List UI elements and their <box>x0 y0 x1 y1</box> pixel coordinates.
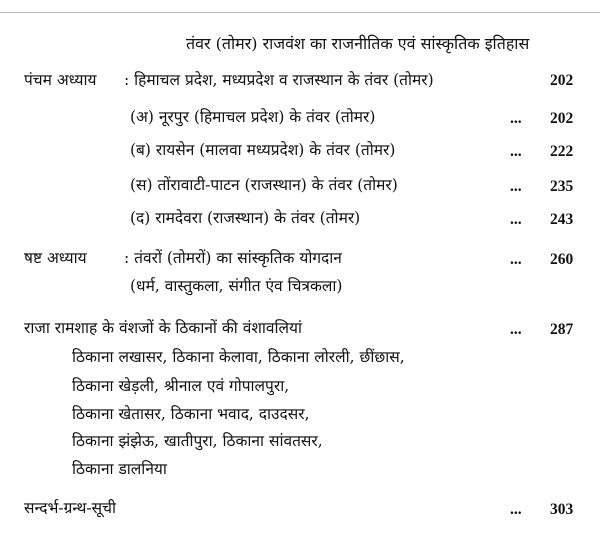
subsection-b: (ब) रायसेन (मालवा मध्यप्रदेश) के तंवर (तोमर) <box>130 141 396 159</box>
subsection-d-leader: ... <box>510 211 522 228</box>
bibliography-heading: सन्दर्भ-ग्रन्थ-सूची <box>24 499 116 517</box>
subsection-a-page: 202 <box>550 110 574 127</box>
top-edge-line <box>0 12 600 13</box>
chapter-6-page: 260 <box>550 251 574 268</box>
genealogy-line-3: ठिकाना खेतासर, ठिकाना भवाद, दाउदसर, <box>72 405 310 423</box>
genealogy-heading: राजा रामशाह के वंशजों के ठिकानों की वंशावलियां <box>24 319 303 337</box>
subsection-a: (अ) नूरपुर (हिमाचल प्रदेश) के तंवर (तोमर) <box>130 108 376 126</box>
subsection-d-page: 243 <box>550 211 574 228</box>
chapter-5-title: : हिमाचल प्रदेश, मध्यप्रदेश व राजस्थान के तंवर (तोमर) <box>124 71 434 89</box>
subsection-b-leader: ... <box>510 143 522 160</box>
genealogy-line-5: ठिकाना डालनिया <box>72 460 167 478</box>
genealogy-line-1: ठिकाना लखासर, ठिकाना केलावा, ठिकाना लोरली, छींछास, <box>72 348 405 366</box>
subsection-d: (द) रामदेवरा (राजस्थान) के तंवर (तोमर) <box>130 209 361 227</box>
page-title: तंवर (तोमर) राजवंश का राजनीतिक एवं सांस्कृतिक इतिहास <box>186 34 530 53</box>
chapter-6-leader: ... <box>510 251 522 268</box>
subsection-c: (स) तोंरावाटी-पाटन (राजस्थान) के तंवर (तोमर) <box>130 176 398 194</box>
chapter-5-label: पंचम अध्याय <box>24 71 97 89</box>
subsection-c-page: 235 <box>550 178 574 195</box>
chapter-6-label: षष्ट अध्याय <box>24 249 87 267</box>
subsection-a-leader: ... <box>510 110 522 127</box>
bibliography-leader: ... <box>510 501 522 518</box>
chapter-6-title: : तंवरों (तोमरों) का सांस्कृतिक योगदान <box>124 249 342 267</box>
chapter-5-page: 202 <box>550 72 574 89</box>
subsection-c-leader: ... <box>510 178 522 195</box>
genealogy-page: 287 <box>550 321 574 338</box>
subsection-b-page: 222 <box>550 143 574 160</box>
bibliography-page: 303 <box>550 501 574 518</box>
genealogy-line-4: ठिकाना झंझेऊ, खातीपुरा, ठिकाना सांवतसर, <box>72 432 323 450</box>
genealogy-leader: ... <box>510 321 522 338</box>
genealogy-line-2: ठिकाना खेड़ली, श्रीनाल एवं गोपालपुरा, <box>72 377 290 395</box>
chapter-6-subtitle: (धर्म, वास्तुकला, संगीत एंव चित्रकला) <box>130 277 343 295</box>
